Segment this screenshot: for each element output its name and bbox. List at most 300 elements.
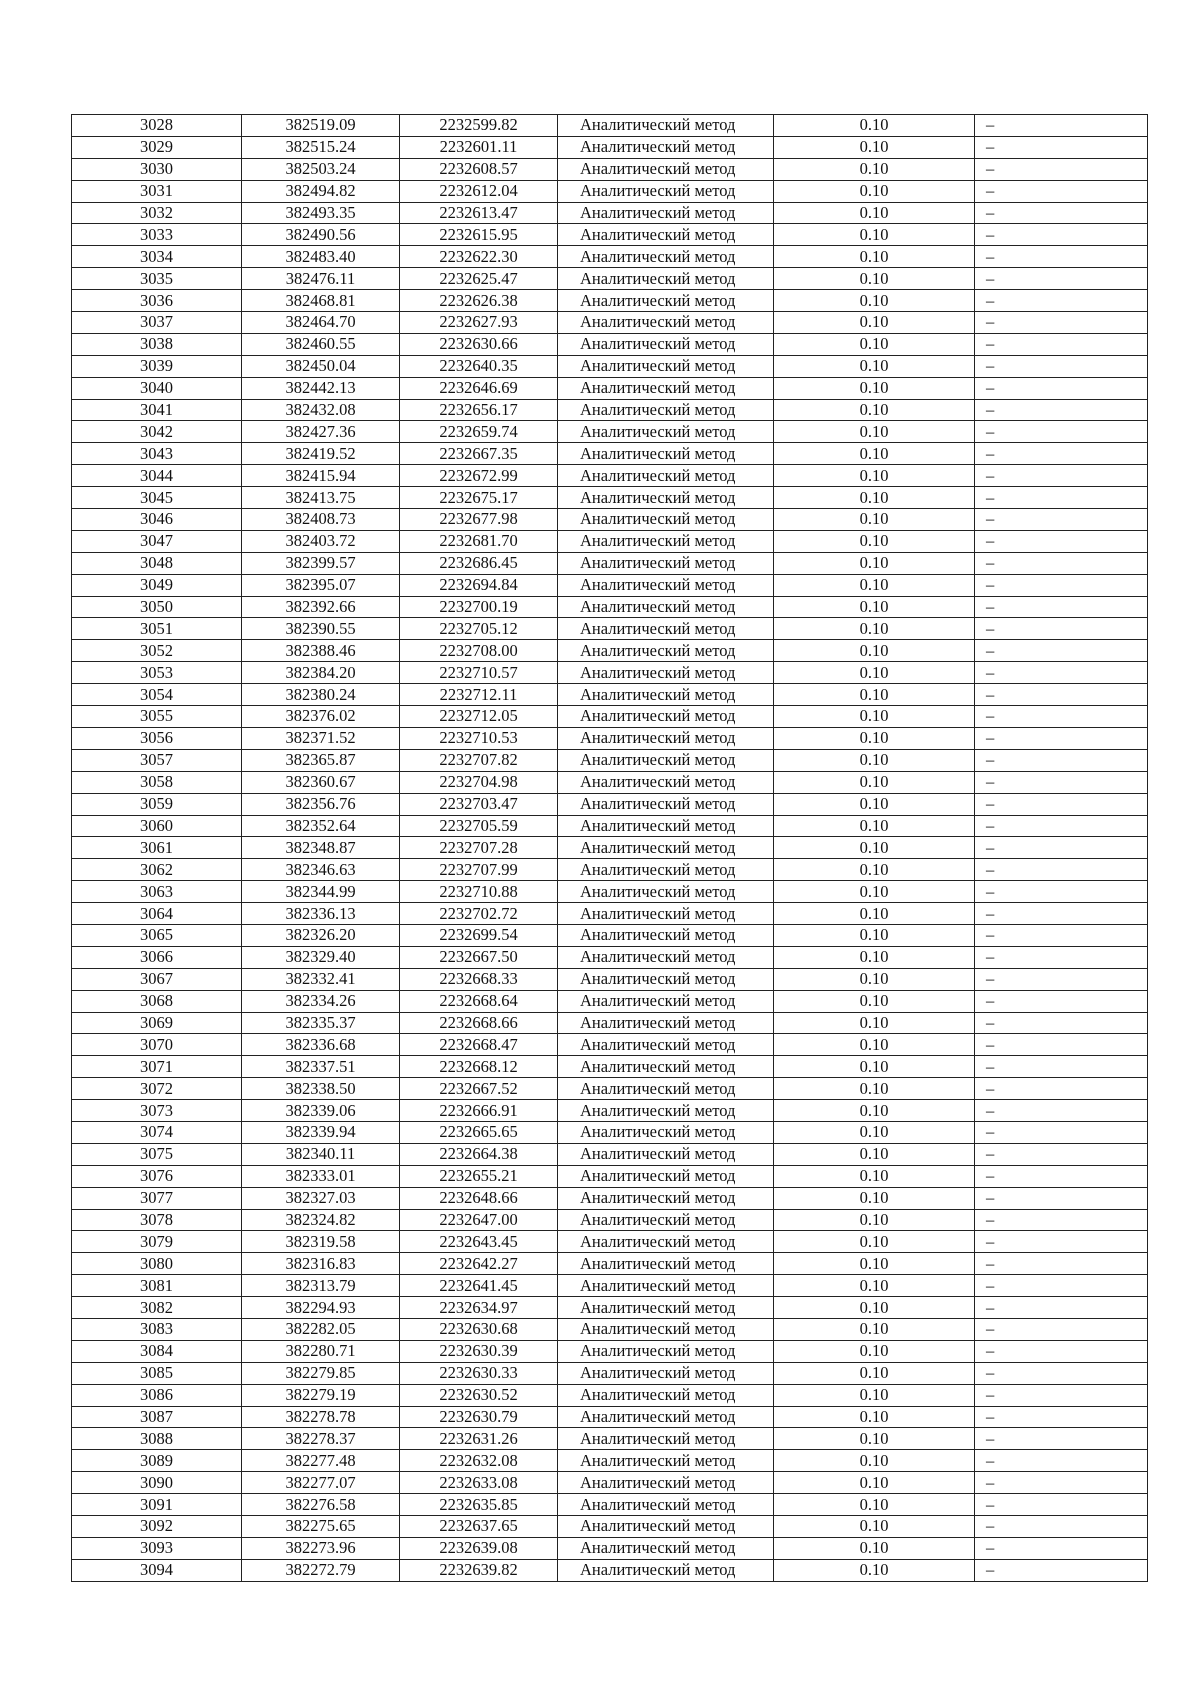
accuracy-cell: 0.10: [774, 1472, 975, 1494]
point-number-cell: 3076: [72, 1165, 242, 1187]
point-number-cell: 3043: [72, 443, 242, 465]
y-coordinate-cell: 2232634.97: [400, 1297, 558, 1319]
table-row: [72, 815, 1148, 837]
accuracy-cell: 0.10: [774, 1494, 975, 1516]
method-cell: Аналитический метод: [558, 727, 774, 749]
method-cell: Аналитический метод: [558, 509, 774, 531]
y-coordinate-cell: 2232656.17: [400, 399, 558, 421]
y-coordinate-cell: 2232668.12: [400, 1056, 558, 1078]
note-cell: –: [975, 268, 1148, 290]
note-cell: –: [975, 793, 1148, 815]
y-coordinate-cell: 2232639.08: [400, 1537, 558, 1559]
point-number-cell: 3090: [72, 1472, 242, 1494]
y-coordinate-cell: 2232667.35: [400, 443, 558, 465]
accuracy-cell: 0.10: [774, 990, 975, 1012]
table-row: [72, 1537, 1148, 1559]
y-coordinate-cell: 2232699.54: [400, 924, 558, 946]
table-row: [72, 1559, 1148, 1581]
y-coordinate-cell: 2232712.05: [400, 706, 558, 728]
note-cell: –: [975, 1165, 1148, 1187]
note-cell: –: [975, 1406, 1148, 1428]
x-coordinate-cell: 382340.11: [242, 1143, 400, 1165]
y-coordinate-cell: 2232615.95: [400, 224, 558, 246]
accuracy-cell: 0.10: [774, 465, 975, 487]
point-number-cell: 3059: [72, 793, 242, 815]
table-row: [72, 727, 1148, 749]
note-cell: –: [975, 421, 1148, 443]
point-number-cell: 3038: [72, 333, 242, 355]
x-coordinate-cell: 382460.55: [242, 333, 400, 355]
x-coordinate-cell: 382519.09: [242, 115, 400, 137]
accuracy-cell: 0.10: [774, 837, 975, 859]
x-coordinate-cell: 382476.11: [242, 268, 400, 290]
note-cell: –: [975, 815, 1148, 837]
method-cell: Аналитический метод: [558, 771, 774, 793]
y-coordinate-cell: 2232612.04: [400, 180, 558, 202]
x-coordinate-cell: 382442.13: [242, 377, 400, 399]
y-coordinate-cell: 2232627.93: [400, 312, 558, 334]
table-row: [72, 859, 1148, 881]
x-coordinate-cell: 382326.20: [242, 924, 400, 946]
note-cell: –: [975, 1516, 1148, 1538]
note-cell: –: [975, 640, 1148, 662]
accuracy-cell: 0.10: [774, 596, 975, 618]
method-cell: Аналитический метод: [558, 1362, 774, 1384]
point-number-cell: 3065: [72, 924, 242, 946]
y-coordinate-cell: 2232707.28: [400, 837, 558, 859]
method-cell: Аналитический метод: [558, 749, 774, 771]
y-coordinate-cell: 2232608.57: [400, 158, 558, 180]
table-row: [72, 333, 1148, 355]
table-row: [72, 574, 1148, 596]
x-coordinate-cell: 382348.87: [242, 837, 400, 859]
x-coordinate-cell: 382333.01: [242, 1165, 400, 1187]
note-cell: –: [975, 1362, 1148, 1384]
point-number-cell: 3061: [72, 837, 242, 859]
note-cell: –: [975, 399, 1148, 421]
point-number-cell: 3047: [72, 530, 242, 552]
method-cell: Аналитический метод: [558, 268, 774, 290]
table-row: [72, 1318, 1148, 1340]
accuracy-cell: 0.10: [774, 224, 975, 246]
accuracy-cell: 0.10: [774, 530, 975, 552]
point-number-cell: 3077: [72, 1187, 242, 1209]
y-coordinate-cell: 2232707.99: [400, 859, 558, 881]
point-number-cell: 3057: [72, 749, 242, 771]
table-row: [72, 968, 1148, 990]
table-row: [72, 1231, 1148, 1253]
accuracy-cell: 0.10: [774, 1056, 975, 1078]
method-cell: Аналитический метод: [558, 1450, 774, 1472]
y-coordinate-cell: 2232643.45: [400, 1231, 558, 1253]
point-number-cell: 3093: [72, 1537, 242, 1559]
note-cell: –: [975, 1253, 1148, 1275]
x-coordinate-cell: 382376.02: [242, 706, 400, 728]
table-row: [72, 1450, 1148, 1472]
point-number-cell: 3052: [72, 640, 242, 662]
point-number-cell: 3064: [72, 903, 242, 925]
y-coordinate-cell: 2232672.99: [400, 465, 558, 487]
x-coordinate-cell: 382494.82: [242, 180, 400, 202]
y-coordinate-cell: 2232630.79: [400, 1406, 558, 1428]
x-coordinate-cell: 382279.85: [242, 1362, 400, 1384]
method-cell: Аналитический метод: [558, 421, 774, 443]
accuracy-cell: 0.10: [774, 640, 975, 662]
table-row: [72, 881, 1148, 903]
x-coordinate-cell: 382356.76: [242, 793, 400, 815]
note-cell: –: [975, 1384, 1148, 1406]
note-cell: –: [975, 1056, 1148, 1078]
point-number-cell: 3088: [72, 1428, 242, 1450]
note-cell: –: [975, 377, 1148, 399]
accuracy-cell: 0.10: [774, 1428, 975, 1450]
note-cell: –: [975, 749, 1148, 771]
method-cell: Аналитический метод: [558, 1428, 774, 1450]
method-cell: Аналитический метод: [558, 1012, 774, 1034]
point-number-cell: 3034: [72, 246, 242, 268]
point-number-cell: 3068: [72, 990, 242, 1012]
x-coordinate-cell: 382450.04: [242, 355, 400, 377]
point-number-cell: 3041: [72, 399, 242, 421]
note-cell: –: [975, 1209, 1148, 1231]
note-cell: –: [975, 443, 1148, 465]
y-coordinate-cell: 2232667.52: [400, 1078, 558, 1100]
method-cell: Аналитический метод: [558, 1056, 774, 1078]
note-cell: –: [975, 552, 1148, 574]
y-coordinate-cell: 2232613.47: [400, 202, 558, 224]
table-row: [72, 1428, 1148, 1450]
y-coordinate-cell: 2232637.65: [400, 1516, 558, 1538]
accuracy-cell: 0.10: [774, 684, 975, 706]
point-number-cell: 3079: [72, 1231, 242, 1253]
point-number-cell: 3055: [72, 706, 242, 728]
table-row: [72, 596, 1148, 618]
method-cell: Аналитический метод: [558, 596, 774, 618]
table-row: [72, 749, 1148, 771]
x-coordinate-cell: 382280.71: [242, 1340, 400, 1362]
method-cell: Аналитический метод: [558, 180, 774, 202]
x-coordinate-cell: 382493.35: [242, 202, 400, 224]
accuracy-cell: 0.10: [774, 290, 975, 312]
accuracy-cell: 0.10: [774, 487, 975, 509]
y-coordinate-cell: 2232702.72: [400, 903, 558, 925]
y-coordinate-cell: 2232630.33: [400, 1362, 558, 1384]
table-row: [72, 1078, 1148, 1100]
table-row: [72, 268, 1148, 290]
accuracy-cell: 0.10: [774, 399, 975, 421]
note-cell: –: [975, 1450, 1148, 1472]
point-number-cell: 3081: [72, 1275, 242, 1297]
y-coordinate-cell: 2232681.70: [400, 530, 558, 552]
y-coordinate-cell: 2232630.39: [400, 1340, 558, 1362]
accuracy-cell: 0.10: [774, 268, 975, 290]
x-coordinate-cell: 382275.65: [242, 1516, 400, 1538]
point-number-cell: 3056: [72, 727, 242, 749]
y-coordinate-cell: 2232710.57: [400, 662, 558, 684]
point-number-cell: 3049: [72, 574, 242, 596]
note-cell: –: [975, 180, 1148, 202]
table-row: [72, 1100, 1148, 1122]
method-cell: Аналитический метод: [558, 815, 774, 837]
point-number-cell: 3086: [72, 1384, 242, 1406]
accuracy-cell: 0.10: [774, 246, 975, 268]
table-row: [72, 706, 1148, 728]
accuracy-cell: 0.10: [774, 1537, 975, 1559]
point-number-cell: 3036: [72, 290, 242, 312]
y-coordinate-cell: 2232667.50: [400, 946, 558, 968]
accuracy-cell: 0.10: [774, 333, 975, 355]
table-row: [72, 618, 1148, 640]
note-cell: –: [975, 684, 1148, 706]
x-coordinate-cell: 382384.20: [242, 662, 400, 684]
point-number-cell: 3080: [72, 1253, 242, 1275]
accuracy-cell: 0.10: [774, 1297, 975, 1319]
x-coordinate-cell: 382490.56: [242, 224, 400, 246]
accuracy-cell: 0.10: [774, 749, 975, 771]
point-number-cell: 3035: [72, 268, 242, 290]
point-number-cell: 3066: [72, 946, 242, 968]
table-row: [72, 1253, 1148, 1275]
x-coordinate-cell: 382277.07: [242, 1472, 400, 1494]
y-coordinate-cell: 2232630.68: [400, 1318, 558, 1340]
y-coordinate-cell: 2232640.35: [400, 355, 558, 377]
point-number-cell: 3084: [72, 1340, 242, 1362]
x-coordinate-cell: 382313.79: [242, 1275, 400, 1297]
note-cell: –: [975, 1559, 1148, 1581]
note-cell: –: [975, 1494, 1148, 1516]
point-number-cell: 3058: [72, 771, 242, 793]
table-row: [72, 399, 1148, 421]
x-coordinate-cell: 382324.82: [242, 1209, 400, 1231]
table-row: [72, 1012, 1148, 1034]
note-cell: –: [975, 771, 1148, 793]
y-coordinate-cell: 2232635.85: [400, 1494, 558, 1516]
y-coordinate-cell: 2232630.52: [400, 1384, 558, 1406]
accuracy-cell: 0.10: [774, 1340, 975, 1362]
method-cell: Аналитический метод: [558, 684, 774, 706]
accuracy-cell: 0.10: [774, 1406, 975, 1428]
point-number-cell: 3033: [72, 224, 242, 246]
point-number-cell: 3053: [72, 662, 242, 684]
table-row: [72, 1121, 1148, 1143]
method-cell: Аналитический метод: [558, 1078, 774, 1100]
note-cell: –: [975, 1121, 1148, 1143]
y-coordinate-cell: 2232666.91: [400, 1100, 558, 1122]
method-cell: Аналитический метод: [558, 1472, 774, 1494]
accuracy-cell: 0.10: [774, 881, 975, 903]
note-cell: –: [975, 881, 1148, 903]
table-row: [72, 1406, 1148, 1428]
x-coordinate-cell: 382483.40: [242, 246, 400, 268]
accuracy-cell: 0.10: [774, 1275, 975, 1297]
point-number-cell: 3046: [72, 509, 242, 531]
x-coordinate-cell: 382329.40: [242, 946, 400, 968]
y-coordinate-cell: 2232705.12: [400, 618, 558, 640]
accuracy-cell: 0.10: [774, 727, 975, 749]
method-cell: Аналитический метод: [558, 1121, 774, 1143]
method-cell: Аналитический метод: [558, 946, 774, 968]
table-row: [72, 1362, 1148, 1384]
note-cell: –: [975, 1472, 1148, 1494]
accuracy-cell: 0.10: [774, 377, 975, 399]
x-coordinate-cell: 382334.26: [242, 990, 400, 1012]
table-row: [72, 487, 1148, 509]
point-number-cell: 3045: [72, 487, 242, 509]
y-coordinate-cell: 2232708.00: [400, 640, 558, 662]
x-coordinate-cell: 382336.13: [242, 903, 400, 925]
x-coordinate-cell: 382399.57: [242, 552, 400, 574]
method-cell: Аналитический метод: [558, 793, 774, 815]
method-cell: Аналитический метод: [558, 530, 774, 552]
point-number-cell: 3063: [72, 881, 242, 903]
point-number-cell: 3044: [72, 465, 242, 487]
method-cell: Аналитический метод: [558, 706, 774, 728]
method-cell: Аналитический метод: [558, 990, 774, 1012]
point-number-cell: 3042: [72, 421, 242, 443]
x-coordinate-cell: 382365.87: [242, 749, 400, 771]
note-cell: –: [975, 618, 1148, 640]
table-row: [72, 793, 1148, 815]
note-cell: –: [975, 333, 1148, 355]
point-number-cell: 3071: [72, 1056, 242, 1078]
x-coordinate-cell: 382272.79: [242, 1559, 400, 1581]
point-number-cell: 3070: [72, 1034, 242, 1056]
accuracy-cell: 0.10: [774, 1516, 975, 1538]
method-cell: Аналитический метод: [558, 640, 774, 662]
table-row: [72, 1187, 1148, 1209]
note-cell: –: [975, 136, 1148, 158]
y-coordinate-cell: 2232648.66: [400, 1187, 558, 1209]
y-coordinate-cell: 2232655.21: [400, 1165, 558, 1187]
x-coordinate-cell: 382464.70: [242, 312, 400, 334]
method-cell: Аналитический метод: [558, 136, 774, 158]
note-cell: –: [975, 1012, 1148, 1034]
note-cell: –: [975, 224, 1148, 246]
method-cell: Аналитический метод: [558, 224, 774, 246]
note-cell: –: [975, 924, 1148, 946]
accuracy-cell: 0.10: [774, 509, 975, 531]
table-row: [72, 1209, 1148, 1231]
x-coordinate-cell: 382413.75: [242, 487, 400, 509]
x-coordinate-cell: 382371.52: [242, 727, 400, 749]
accuracy-cell: 0.10: [774, 1209, 975, 1231]
note-cell: –: [975, 968, 1148, 990]
table-row: [72, 662, 1148, 684]
point-number-cell: 3060: [72, 815, 242, 837]
x-coordinate-cell: 382338.50: [242, 1078, 400, 1100]
x-coordinate-cell: 382408.73: [242, 509, 400, 531]
note-cell: –: [975, 706, 1148, 728]
note-cell: –: [975, 1231, 1148, 1253]
y-coordinate-cell: 2232710.88: [400, 881, 558, 903]
accuracy-cell: 0.10: [774, 1143, 975, 1165]
x-coordinate-cell: 382276.58: [242, 1494, 400, 1516]
table-row: [72, 1143, 1148, 1165]
x-coordinate-cell: 382337.51: [242, 1056, 400, 1078]
x-coordinate-cell: 382468.81: [242, 290, 400, 312]
method-cell: Аналитический метод: [558, 399, 774, 421]
table-row: [72, 684, 1148, 706]
accuracy-cell: 0.10: [774, 355, 975, 377]
point-number-cell: 3062: [72, 859, 242, 881]
note-cell: –: [975, 990, 1148, 1012]
note-cell: –: [975, 1297, 1148, 1319]
x-coordinate-cell: 382332.41: [242, 968, 400, 990]
table-row: [72, 1516, 1148, 1538]
x-coordinate-cell: 382392.66: [242, 596, 400, 618]
table-row: [72, 158, 1148, 180]
accuracy-cell: 0.10: [774, 1165, 975, 1187]
accuracy-cell: 0.10: [774, 421, 975, 443]
accuracy-cell: 0.10: [774, 662, 975, 684]
point-number-cell: 3092: [72, 1516, 242, 1538]
y-coordinate-cell: 2232675.17: [400, 487, 558, 509]
table-row: [72, 290, 1148, 312]
y-coordinate-cell: 2232710.53: [400, 727, 558, 749]
method-cell: Аналитический метод: [558, 1100, 774, 1122]
method-cell: Аналитический метод: [558, 574, 774, 596]
note-cell: –: [975, 1143, 1148, 1165]
accuracy-cell: 0.10: [774, 1318, 975, 1340]
accuracy-cell: 0.10: [774, 1121, 975, 1143]
method-cell: Аналитический метод: [558, 859, 774, 881]
y-coordinate-cell: 2232642.27: [400, 1253, 558, 1275]
point-number-cell: 3072: [72, 1078, 242, 1100]
note-cell: –: [975, 158, 1148, 180]
table-row: [72, 443, 1148, 465]
y-coordinate-cell: 2232622.30: [400, 246, 558, 268]
table-row: [72, 1472, 1148, 1494]
method-cell: Аналитический метод: [558, 1537, 774, 1559]
y-coordinate-cell: 2232631.26: [400, 1428, 558, 1450]
x-coordinate-cell: 382388.46: [242, 640, 400, 662]
table-row: [72, 136, 1148, 158]
accuracy-cell: 0.10: [774, 1012, 975, 1034]
y-coordinate-cell: 2232641.45: [400, 1275, 558, 1297]
table-row: [72, 312, 1148, 334]
table-row: [72, 1275, 1148, 1297]
table-row: [72, 509, 1148, 531]
table-row: [72, 640, 1148, 662]
x-coordinate-cell: 382339.06: [242, 1100, 400, 1122]
point-number-cell: 3082: [72, 1297, 242, 1319]
accuracy-cell: 0.10: [774, 968, 975, 990]
method-cell: Аналитический метод: [558, 115, 774, 137]
accuracy-cell: 0.10: [774, 1362, 975, 1384]
accuracy-cell: 0.10: [774, 1450, 975, 1472]
method-cell: Аналитический метод: [558, 1406, 774, 1428]
note-cell: –: [975, 1537, 1148, 1559]
method-cell: Аналитический метод: [558, 1297, 774, 1319]
point-number-cell: 3039: [72, 355, 242, 377]
note-cell: –: [975, 859, 1148, 881]
x-coordinate-cell: 382277.48: [242, 1450, 400, 1472]
note-cell: –: [975, 946, 1148, 968]
accuracy-cell: 0.10: [774, 815, 975, 837]
point-number-cell: 3074: [72, 1121, 242, 1143]
method-cell: Аналитический метод: [558, 662, 774, 684]
accuracy-cell: 0.10: [774, 552, 975, 574]
method-cell: Аналитический метод: [558, 1494, 774, 1516]
x-coordinate-cell: 382336.68: [242, 1034, 400, 1056]
x-coordinate-cell: 382515.24: [242, 136, 400, 158]
accuracy-cell: 0.10: [774, 312, 975, 334]
y-coordinate-cell: 2232601.11: [400, 136, 558, 158]
x-coordinate-cell: 382294.93: [242, 1297, 400, 1319]
note-cell: –: [975, 1275, 1148, 1297]
y-coordinate-cell: 2232707.82: [400, 749, 558, 771]
x-coordinate-cell: 382335.37: [242, 1012, 400, 1034]
